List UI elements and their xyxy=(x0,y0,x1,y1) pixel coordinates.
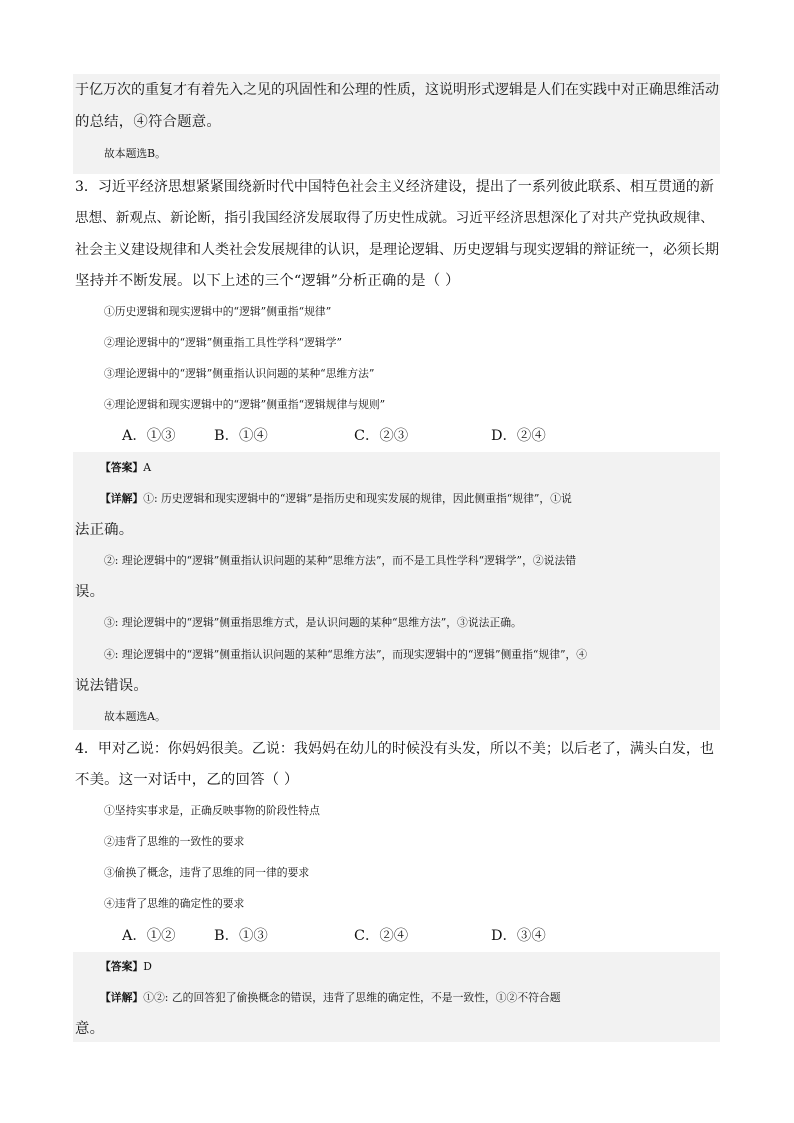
q3-detail-2: ②: 理论逻辑中的“逻辑”侧重指认识问题的某种“思维方法”，而不是工具性学科“逻辑学”，②说法错 xyxy=(104,554,577,567)
q3-conclusion: 故本题选A。 xyxy=(104,710,166,723)
q3-detail-3: ③: 理论逻辑中的“逻辑”侧重指思维方式，是认识问题的某种“思维方法”，③说法正确。 xyxy=(104,616,522,629)
q4-option-c: C．②④ xyxy=(354,928,409,944)
answer-tag: 【答案】 xyxy=(100,461,144,474)
q3-stem: 社会主义建设规律和人类社会发展规律的认识，是理论逻辑、历史逻辑与现实逻辑的辩证统一，必须长期 xyxy=(75,242,719,258)
answer-value: A xyxy=(143,461,151,474)
q3-detail-1-cont: 法正确。 xyxy=(75,522,134,538)
q3-stem: 思想、新观点、新论断，指引我国经济发展取得了历史性成就。习近平经济思想深化了对共产党执政规律、 xyxy=(75,210,714,226)
q4-item-4: ④违背了思维的确定性的要求 xyxy=(104,897,245,910)
q4-option-a: A．①② xyxy=(122,928,176,944)
answer-tag: 【答案】 xyxy=(100,960,144,973)
q4-option-b: B．①③ xyxy=(214,928,268,944)
q3-item-2: ②理论逻辑中的“逻辑”侧重指工具性学科“逻辑学” xyxy=(104,336,343,349)
detail-text: ①②: 乙的回答犯了偷换概念的错误，违背了思维的确定性，不是一致性，①②不符合题 xyxy=(143,991,561,1004)
answer-value: D xyxy=(143,960,152,973)
q4-stem: 不美。这一对话中，乙的回答（ ） xyxy=(75,772,299,788)
q3-item-1: ①历史逻辑和现实逻辑中的“逻辑”侧重指“规律” xyxy=(104,305,332,318)
q3-option-c: C．②③ xyxy=(354,428,409,444)
q3-stem: 3．习近平经济思想紧紧围绕新时代中国特色社会主义经济建设，提出了一系列彼此联系、相互贯通的新 xyxy=(75,179,714,195)
q4-detail-1 xyxy=(100,988,745,1008)
q3-detail-4-cont: 说法错误。 xyxy=(75,678,148,694)
prev-detail-line: 的总结，④符合题意。 xyxy=(75,114,221,130)
q4-detail-1-cont: 意。 xyxy=(75,1021,105,1037)
q3-item-4: ④理论逻辑和现实逻辑中的“逻辑”侧重指“逻辑规律与规则” xyxy=(104,398,386,411)
q3-stem: 坚持并不断发展。以下上述的三个“逻辑”分析正确的是（ ） xyxy=(75,273,460,289)
q3-detail-1 xyxy=(100,489,745,509)
q4-option-d: D．③④ xyxy=(491,928,546,944)
q3-item-3: ③理论逻辑中的“逻辑”侧重指认识问题的某种“思维方法” xyxy=(104,367,375,380)
detail-tag: 【详解】 xyxy=(100,991,144,1004)
prev-conclusion: 故本题选B。 xyxy=(104,147,166,160)
q4-stem: 4．甲对乙说：你妈妈很美。乙说：我妈妈在幼儿的时候没有头发，所以不美；以后老了，满头白发，也 xyxy=(75,741,714,757)
q4-item-3: ③偷换了概念，违背了思维的同一律的要求 xyxy=(104,866,310,879)
q3-detail-2-cont: 误。 xyxy=(75,584,105,600)
q3-detail-4: ④: 理论逻辑中的“逻辑”侧重指认识问题的某种“思维方法”，而现实逻辑中的“逻辑”侧重指“规律”，④ xyxy=(104,648,588,661)
q3-option-a: A．①③ xyxy=(122,428,176,444)
detail-tag: 【详解】 xyxy=(100,492,144,505)
q4-item-1: ①坚持实事求是，正确反映事物的阶段性特点 xyxy=(104,804,320,817)
prev-detail-line: 于亿万次的重复才有着先入之见的巩固性和公理的性质，这说明形式逻辑是人们在实践中对正确思维活动 xyxy=(75,82,719,98)
detail-text: ①: 历史逻辑和现实逻辑中的“逻辑”是指历史和现实发展的规律，因此侧重指“规律”，①说 xyxy=(143,492,572,505)
q4-answer xyxy=(100,957,745,977)
q4-item-2: ②违背了思维的一致性的要求 xyxy=(104,835,245,848)
q3-option-b: B．①④ xyxy=(214,428,268,444)
q3-answer xyxy=(100,458,745,478)
q3-option-d: D．②④ xyxy=(491,428,546,444)
